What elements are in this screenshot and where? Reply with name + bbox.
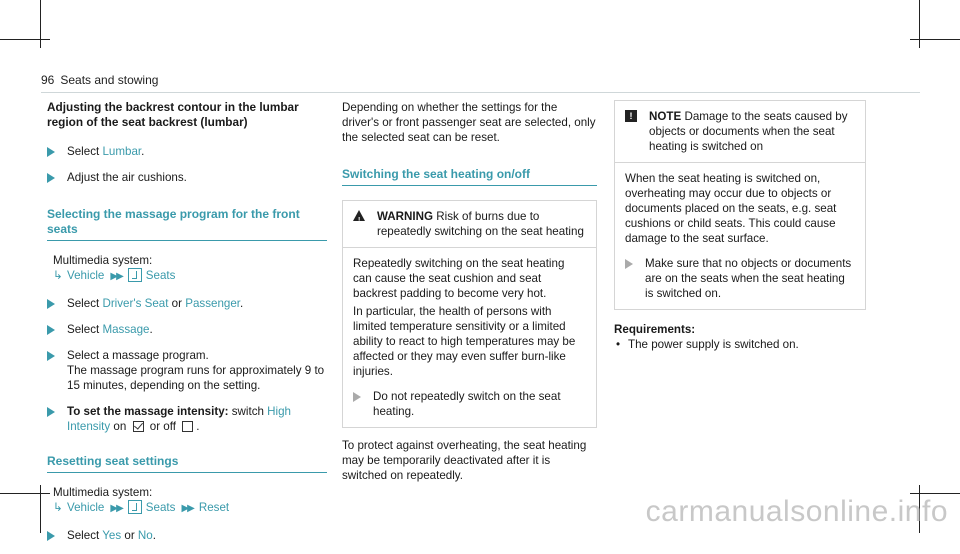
warning-header: ! WARNING Risk of burns due to repeatedly switching on the seat heating — [343, 201, 596, 247]
heading-reset: Resetting seat settings — [47, 454, 327, 473]
chevron-double-icon: ▶▶ — [110, 503, 122, 514]
step-arrow-icon — [47, 147, 55, 157]
note-header: ! NOTE Damage to the seats caused by objects or documents when the seat heating is switched on — [615, 101, 865, 162]
chevron-double-icon: ▶▶ — [181, 503, 193, 514]
step-select-seat: Select Driver's Seat or Passenger. — [47, 296, 327, 311]
chevron-double-icon: ▶▶ — [110, 271, 122, 282]
lumbar-link[interactable]: Lumbar — [102, 145, 142, 158]
yes-link[interactable]: Yes — [102, 529, 122, 542]
step-arrow-icon — [47, 173, 55, 183]
section-title: Seats and stowing — [60, 73, 159, 87]
no-link[interactable]: No — [137, 529, 153, 542]
step-arrow-icon — [625, 259, 633, 269]
path-seats[interactable]: Seats — [145, 501, 176, 514]
step-massage-intensity: To set the massage intensity: switch High Intensity on or off . — [47, 404, 327, 434]
menu-path-reset — [47, 500, 327, 516]
step-select-lumbar: Select Lumbar. — [47, 144, 327, 159]
checkbox-empty-icon — [182, 421, 193, 432]
path-seats[interactable]: Seats — [145, 269, 176, 282]
menu-path — [47, 268, 327, 284]
step-arrow-icon — [47, 407, 55, 417]
warning-box — [342, 200, 597, 428]
crop-mark — [919, 0, 920, 48]
path-start-icon: ↳ — [53, 269, 63, 282]
heading-massage: Selecting the massage program for the front seats — [47, 207, 327, 241]
header-divider — [41, 92, 920, 93]
warning-body: Repeatedly switching on the seat heating can cause the seat cushion and seat backrest padding to become very hot. In particular, the health of persons with limited temperature sensitivity or a limited ability to react to high temperatures may be affected or they may even suffer burn-like injuries. Do not repeatedly switch on the seat heating. — [343, 247, 596, 427]
multimedia-label: Multimedia system: — [53, 254, 153, 267]
crop-mark — [910, 493, 960, 494]
seat-icon — [128, 268, 142, 282]
passenger-link[interactable]: Passenger — [185, 297, 241, 310]
overheating-note: To protect against overheating, the seat heating may be temporarily deactivated after it is switched on repeatedly. — [342, 439, 587, 482]
note-body: When the seat heating is switched on, overheating may occur due to objects or documents placed on the seats, e.g. seat cushions or child seats. This could cause damage to the seat surface. Make sure that no objects or documents are on the seats when the seat heating is switched on. — [615, 162, 865, 309]
requirement-item: • The power supply is switched on. — [614, 337, 866, 352]
page-number: 96 — [41, 73, 55, 87]
step-adjust-cushions: Adjust the air cushions. — [47, 170, 327, 185]
multimedia-label-2: Multimedia system: — [53, 486, 153, 499]
step-arrow-icon — [47, 351, 55, 361]
path-reset[interactable]: Reset — [198, 501, 230, 514]
step-select-massage: Select Massage. — [47, 322, 327, 337]
step-arrow-icon — [47, 299, 55, 309]
page-header — [41, 73, 158, 87]
column-3 — [614, 100, 866, 352]
step-arrow-icon — [353, 392, 361, 402]
note-step: Make sure that no objects or documents are on the seats when the seat heating is switched on. — [625, 256, 855, 301]
column-1 — [47, 100, 327, 554]
massage-link[interactable]: Massage — [102, 323, 150, 336]
reset-intro: Depending on whether the settings for the driver's or front passenger seat are selected, only the selected seat can be reset. — [342, 101, 596, 144]
step-yes-no: Select Yes or No. — [47, 528, 327, 543]
checkbox-checked-icon — [133, 421, 144, 432]
crop-mark — [0, 493, 50, 494]
warning-step: Do not repeatedly switch on the seat heating. — [353, 389, 586, 419]
note-icon: ! — [625, 110, 637, 122]
high-intensity-link[interactable]: High Intensity — [67, 405, 292, 433]
heading-lumbar: Adjusting the backrest contour in the lumbar region of the seat backrest (lumbar) — [47, 100, 299, 129]
warning-icon: ! — [353, 210, 365, 221]
path-vehicle[interactable]: Vehicle — [67, 501, 105, 514]
step-select-program: Select a massage program. The massage program runs for approximately 9 to 15 minutes, depending on the setting. — [47, 348, 327, 393]
path-vehicle[interactable]: Vehicle — [67, 269, 105, 282]
step-arrow-icon — [47, 325, 55, 335]
heading-seat-heating: Switching the seat heating on/off — [342, 167, 597, 186]
drivers-seat-link[interactable]: Driver's Seat — [102, 297, 169, 310]
note-box — [614, 100, 866, 310]
path-start-icon: ↳ — [53, 501, 63, 514]
column-2 — [342, 100, 597, 483]
watermark: carmanualsonline.info — [645, 495, 948, 528]
crop-mark — [0, 39, 50, 40]
note-label: NOTE — [649, 110, 682, 123]
crop-mark — [40, 0, 41, 48]
crop-mark — [910, 39, 960, 40]
warning-label: WARNING — [377, 210, 434, 223]
seat-icon — [128, 500, 142, 514]
requirements-heading: Requirements: — [614, 323, 696, 336]
